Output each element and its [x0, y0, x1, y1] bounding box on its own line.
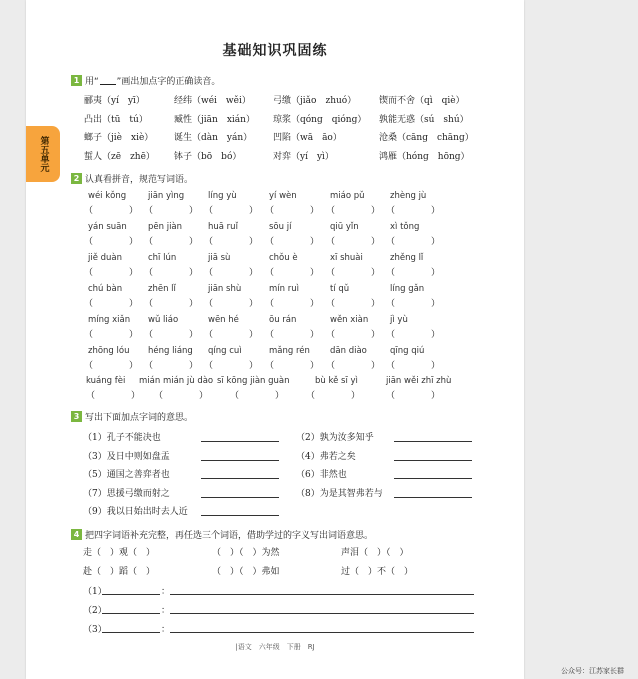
idiom-phrase[interactable]: （ ）（ ）为然	[212, 548, 280, 558]
answer-line-short[interactable]	[102, 632, 160, 633]
answer-line[interactable]	[201, 441, 279, 442]
answer-line-long[interactable]	[170, 613, 474, 614]
pinyin-label: líng yù	[208, 191, 237, 201]
pinyin-label: miáo pǔ	[330, 191, 365, 201]
pinyin-label: zhěng lǐ	[390, 253, 424, 263]
section-4-text: 把四字词语补充完整，再任选三个词语，借助学过的字义写出词语意思。	[85, 531, 374, 541]
idiom-phrase[interactable]: 过（ ）不（ ）	[341, 567, 414, 577]
answer-blank[interactable]: （ ）	[386, 330, 441, 340]
idiom-phrase[interactable]: 走（ ）观（ ）	[83, 548, 156, 558]
answer-blank[interactable]: （ ）	[144, 237, 199, 247]
answer-blank[interactable]: （ ）	[306, 391, 361, 401]
answer-blank[interactable]: （ ）	[144, 361, 199, 371]
q1-item: 弓缴（jiǎo zhuó）	[273, 96, 357, 106]
unit-side-tab: 第五单元	[26, 126, 60, 182]
q1-item: 经纬（wéi wěi）	[174, 96, 251, 106]
pinyin-label: zhēn lǐ	[148, 284, 176, 294]
answer-blank[interactable]: （ ）	[84, 361, 139, 371]
pinyin-label: mín ruì	[269, 284, 299, 294]
answer-line[interactable]	[394, 441, 472, 442]
answer-blank[interactable]: （ ）	[144, 330, 199, 340]
pinyin-label: líng gǎn	[390, 284, 425, 294]
pinyin-label: yán suān	[88, 222, 127, 232]
section-1-heading	[71, 74, 220, 87]
answer-blank[interactable]: （ ）	[204, 237, 259, 247]
section-1-number: 1	[71, 75, 82, 86]
answer-colon: ：	[161, 625, 171, 635]
pinyin-label: kuáng fèi	[86, 376, 126, 386]
answer-blank[interactable]: （ ）	[144, 299, 199, 309]
answer-blank[interactable]: （ ）	[84, 268, 139, 278]
answer-colon: ：	[161, 587, 171, 597]
underline-blank	[100, 77, 116, 85]
section-3-text: 写出下面加点字词的意思。	[85, 413, 194, 423]
pinyin-label: jiān shù	[208, 284, 242, 294]
answer-blank[interactable]: （ ）	[326, 268, 381, 278]
section-3-number: 3	[71, 411, 82, 422]
answer-blank[interactable]: （ ）	[230, 391, 285, 401]
pinyin-label: xì tǒng	[390, 222, 420, 232]
answer-blank[interactable]: （ ）	[84, 206, 139, 216]
worksheet-page	[26, 0, 524, 679]
q1-item: 琼浆（qóng qióng）	[273, 114, 367, 125]
answer-blank[interactable]: （ ）	[265, 206, 320, 216]
pinyin-label: sōu jí	[269, 222, 292, 232]
q1-item: 诞生（dàn yán）	[174, 133, 253, 143]
answer-number: （2）	[83, 606, 107, 616]
answer-blank[interactable]: （ ）	[204, 361, 259, 371]
meaning-item: （1）孔子不能决也	[83, 433, 161, 443]
meaning-item: （7）思援弓缴而射之	[83, 488, 170, 499]
answer-colon: ：	[161, 606, 171, 616]
q1-item: 对弈（yí yì）	[273, 151, 334, 162]
pinyin-label: wěn xiàn	[330, 315, 369, 325]
idiom-phrase[interactable]: 赴（ ）蹈（ ）	[83, 567, 156, 577]
answer-blank[interactable]: （ ）	[386, 237, 441, 247]
q1-item: 鸿雁（hóng hōng）	[379, 151, 470, 162]
section-2-text: 认真看拼音，规范写词语。	[85, 175, 194, 185]
answer-blank[interactable]: （ ）	[265, 299, 320, 309]
answer-blank[interactable]: （ ）	[265, 330, 320, 340]
section-2-heading	[71, 172, 193, 185]
answer-blank[interactable]: （ ）	[386, 391, 441, 401]
page-title: 基础知识巩固练	[222, 43, 328, 59]
answer-line[interactable]	[201, 460, 279, 461]
pinyin-label: qíng cuì	[208, 346, 242, 356]
q1-item: 臧性（jiān xián）	[174, 114, 255, 125]
pinyin-label: huā ruǐ	[208, 222, 238, 232]
pinyin-label: dān diào	[330, 346, 367, 356]
idiom-phrase[interactable]: （ ）（ ）弗如	[212, 567, 280, 577]
q1-item: 郦夷（yí yī）	[84, 96, 145, 106]
pinyin-label: jiě duàn	[88, 253, 123, 263]
answer-blank[interactable]: （ ）	[265, 268, 320, 278]
answer-line-long[interactable]	[170, 632, 474, 633]
pinyin-label: jiān yìng	[148, 191, 185, 201]
section-4-heading	[71, 528, 373, 541]
answer-blank[interactable]: （ ）	[84, 237, 139, 247]
q1-item: 凸出（tū tú）	[84, 114, 148, 125]
answer-blank[interactable]: （ ）	[84, 299, 139, 309]
meaning-item: （6）非然也	[296, 470, 347, 480]
pinyin-label: chú bàn	[88, 284, 123, 294]
meaning-item: （3）及日中则如盘盂	[83, 451, 170, 462]
pinyin-label: tí qǔ	[330, 284, 350, 294]
answer-blank[interactable]: （ ）	[386, 206, 441, 216]
answer-line[interactable]	[394, 497, 472, 498]
pinyin-label: jiā sù	[208, 253, 231, 263]
answer-blank[interactable]: （ ）	[204, 268, 259, 278]
answer-blank[interactable]: （ ）	[326, 361, 381, 371]
pinyin-label: zhōng lóu	[88, 346, 130, 356]
answer-number: （1）	[83, 587, 107, 597]
meaning-item: （9）我以日始出时去人近	[83, 507, 188, 517]
pinyin-label: wēn hé	[208, 315, 239, 325]
pinyin-label: qīng qiú	[390, 346, 425, 356]
pinyin-label: xī shuài	[330, 253, 363, 263]
answer-blank[interactable]: （ ）	[326, 237, 381, 247]
answer-blank[interactable]: （ ）	[204, 206, 259, 216]
pinyin-label: mián mián jù dào	[139, 376, 214, 386]
meaning-item: （5）通国之善弈者也	[83, 470, 170, 480]
answer-blank[interactable]: （ ）	[265, 237, 320, 247]
pinyin-label: wǔ liáo	[148, 315, 179, 325]
page-footer: |语文 六年级 下册 RJ	[235, 643, 315, 651]
answer-blank[interactable]: （ ）	[265, 361, 320, 371]
q1-item: 锲而不舍（qì qiè）	[379, 96, 465, 106]
answer-line-short[interactable]	[102, 594, 160, 595]
answer-blank[interactable]: （ ）	[326, 206, 381, 216]
meaning-item: （2）孰为汝多知乎	[296, 433, 374, 443]
answer-blank[interactable]: （ ）	[144, 268, 199, 278]
pinyin-label: héng liáng	[148, 346, 193, 356]
answer-blank[interactable]: （ ）	[204, 330, 259, 340]
q1-item: 钵子（bō bó）	[174, 151, 242, 162]
section-1-text-b: ”画出加点字的正确读音。	[116, 77, 221, 87]
pinyin-label: mǎng rén	[269, 346, 310, 356]
answer-blank[interactable]: （ ）	[386, 268, 441, 278]
pinyin-label: bù kě sī yì	[315, 376, 358, 386]
answer-blank[interactable]: （ ）	[386, 299, 441, 309]
section-4-number: 4	[71, 529, 82, 540]
pinyin-label: míng xiǎn	[88, 315, 131, 325]
meaning-item: （8）为是其智弗若与	[296, 488, 383, 499]
q1-item: 螂子（jiè xiè）	[84, 133, 154, 143]
answer-line[interactable]	[394, 460, 472, 461]
credit-text: 公众号：江苏家长群	[561, 667, 624, 675]
idiom-phrase[interactable]: 声泪（ ）（ ）	[341, 548, 409, 558]
section-3-heading	[71, 410, 193, 423]
answer-line[interactable]	[394, 478, 472, 479]
answer-blank[interactable]: （ ）	[84, 330, 139, 340]
q1-item: 沧桑（cāng chāng）	[379, 133, 474, 143]
pinyin-label: qiū yǐn	[330, 222, 359, 232]
pinyin-label: pēn jiàn	[148, 222, 183, 232]
answer-blank[interactable]: （ ）	[154, 391, 209, 401]
pinyin-label: jiān wěi zhī zhù	[386, 376, 452, 386]
pinyin-label: sī kōng jiàn guàn	[217, 376, 290, 386]
answer-blank[interactable]: （ ）	[386, 361, 441, 371]
pinyin-label: jì yù	[390, 315, 408, 325]
q1-item: 蜇人（zē zhē）	[84, 151, 155, 162]
answer-blank[interactable]: （ ）	[326, 299, 381, 309]
answer-blank[interactable]: （ ）	[144, 206, 199, 216]
answer-blank[interactable]: （ ）	[204, 299, 259, 309]
answer-line-long[interactable]	[170, 594, 474, 595]
pinyin-label: yí wèn	[269, 191, 297, 201]
meaning-item: （4）弗若之矣	[296, 451, 356, 462]
pinyin-label: wéi kǒng	[88, 191, 127, 201]
answer-blank[interactable]: （ ）	[86, 391, 141, 401]
answer-line[interactable]	[201, 515, 279, 516]
pinyin-label: chī lún	[148, 253, 177, 263]
pinyin-label: zhèng jù	[390, 191, 427, 201]
answer-line[interactable]	[201, 478, 279, 479]
pinyin-label: chǒu è	[269, 253, 298, 263]
answer-number: （3）	[83, 625, 107, 635]
section-1-text-a: 用“	[85, 77, 99, 87]
answer-line[interactable]	[201, 497, 279, 498]
pinyin-label: ōu rán	[269, 315, 297, 325]
q1-item: 孰能无惑（sú shú）	[379, 114, 469, 125]
q1-item: 凹陷（wā āo）	[273, 133, 342, 143]
answer-blank[interactable]: （ ）	[326, 330, 381, 340]
section-2-number: 2	[71, 173, 82, 184]
answer-line-short[interactable]	[102, 613, 160, 614]
